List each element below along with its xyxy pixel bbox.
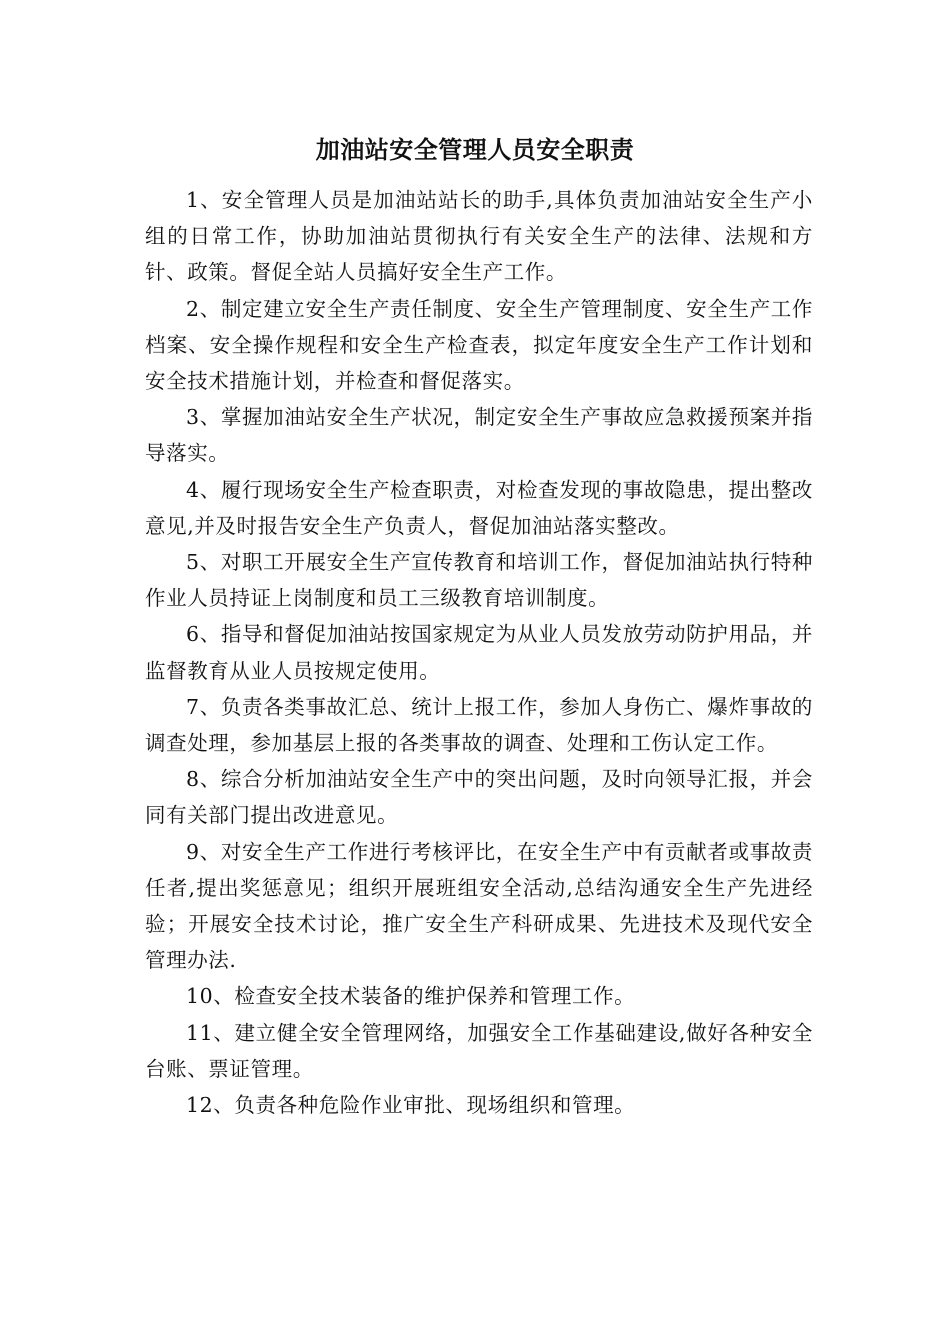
responsibility-item-2: 2、制定建立安全生产责任制度、安全生产管理制度、安全生产工作档案、安全操作规程和安全生产检查表，拟定年度安全生产工作计划和安全技术措施计划，并检查和督促落实。 (145, 296, 813, 394)
responsibility-item-12: 12、负责各种危险作业审批、现场组织和管理。 (186, 1093, 636, 1118)
responsibility-item-8: 8、综合分析加油站安全生产中的突出问题，及时向领导汇报，并会同有关部门提出改进意见。 (145, 767, 813, 828)
responsibility-item-4: 4、履行现场安全生产检查职责，对检查发现的事故隐患，提出整改意见,并及时报告安全生产负责人，督促加油站落实整改。 (145, 477, 813, 538)
responsibility-item-7: 7、负责各类事故汇总、统计上报工作，参加人身伤亡、爆炸事故的调查处理，参加基层上报的各类事故的调查、处理和工伤认定工作。 (145, 694, 813, 756)
responsibility-item-1: 1、安全管理人员是加油站站长的助手,具体负责加油站安全生产小组的日常工作，协助加油站贯彻执行有关安全生产的法律、法规和方针、政策。督促全站人员搞好安全生产工作。 (145, 188, 813, 285)
responsibility-item-5: 5、对职工开展安全生产宣传教育和培训工作，督促加油站执行特种作业人员持证上岗制度和员工三级教育培训制度。 (145, 550, 813, 611)
responsibility-item-10: 10、检查安全技术装备的维护保养和管理工作。 (186, 984, 636, 1009)
responsibility-item-6: 6、指导和督促加油站按国家规定为从业人员发放劳动防护用品，并监督教育从业人员按规定使用。 (145, 622, 813, 683)
responsibility-item-11: 11、建立健全安全管理网络，加强安全工作基础建设,做好各种安全台账、票证管理。 (145, 1020, 813, 1081)
responsibility-item-3: 3、掌握加油站安全生产状况，制定安全生产事故应急救援预案并指导落实。 (145, 405, 813, 466)
document-title: 加油站安全管理人员安全职责 (315, 136, 635, 164)
responsibility-item-9: 9、对安全生产工作进行考核评比，在安全生产中有贡献者或事故责任者,提出奖惩意见；组织开展班组安全活动,总结沟通安全生产先进经验；开展安全技术讨论，推广安全生产科研成果、先进技术及现代安全管理办法. (145, 839, 813, 973)
document-body (145, 182, 813, 1123)
